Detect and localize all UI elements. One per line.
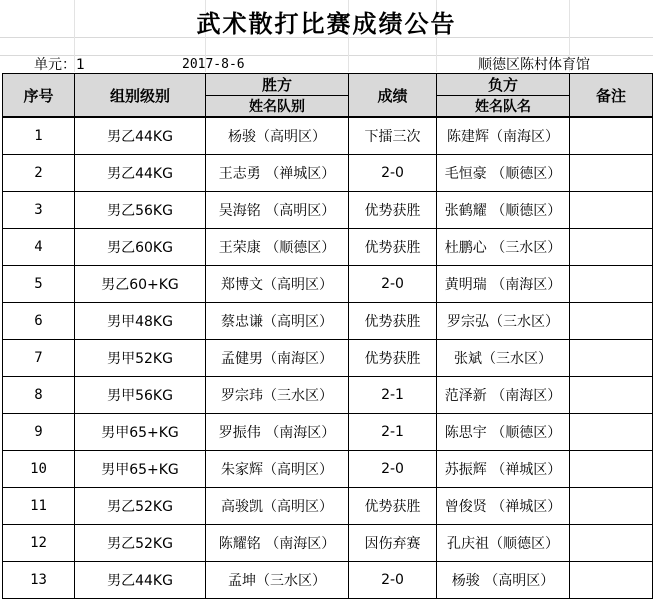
row-loser: 张斌（三水区） bbox=[437, 340, 570, 377]
header-winner: 胜方 bbox=[206, 74, 349, 96]
row-remark bbox=[570, 562, 653, 599]
row-group: 男乙52KG bbox=[75, 488, 206, 525]
header-group: 组别级别 bbox=[75, 74, 206, 118]
table-row bbox=[3, 377, 653, 414]
row-remark bbox=[570, 340, 653, 377]
row-seq: 11 bbox=[3, 488, 75, 525]
row-group: 男甲56KG bbox=[75, 377, 206, 414]
row-loser: 罗宗弘（三水区） bbox=[437, 303, 570, 340]
row-remark bbox=[570, 303, 653, 340]
row-winner: 孟坤（三水区） bbox=[206, 562, 349, 599]
row-winner: 王志勇 （禅城区） bbox=[206, 155, 349, 192]
row-result: 下擂三次 bbox=[349, 117, 437, 155]
row-loser: 杨骏 （高明区） bbox=[437, 562, 570, 599]
row-winner: 陈耀铭 （南海区） bbox=[206, 525, 349, 562]
header-winner-sub: 姓名队别 bbox=[206, 96, 349, 118]
row-remark bbox=[570, 155, 653, 192]
row-seq: 9 bbox=[3, 414, 75, 451]
row-seq: 13 bbox=[3, 562, 75, 599]
table-row bbox=[3, 340, 653, 377]
row-winner: 郑博文（高明区） bbox=[206, 266, 349, 303]
row-winner: 蔡忠谦（高明区） bbox=[206, 303, 349, 340]
header-result: 成绩 bbox=[349, 74, 437, 118]
row-loser: 苏振辉 （禅城区） bbox=[437, 451, 570, 488]
header-seq: 序号 bbox=[3, 74, 75, 118]
row-winner: 罗宗玮（三水区） bbox=[206, 377, 349, 414]
row-loser: 杜鹏心 （三水区） bbox=[437, 229, 570, 266]
header-loser-sub: 姓名队名 bbox=[437, 96, 570, 118]
row-group: 男乙44KG bbox=[75, 155, 206, 192]
table-row bbox=[3, 266, 653, 303]
row-result: 优势获胜 bbox=[349, 340, 437, 377]
row-seq: 5 bbox=[3, 266, 75, 303]
venue-label: 顺德区陈村体育馆 bbox=[478, 57, 590, 73]
row-loser: 曾俊贤 （禅城区） bbox=[437, 488, 570, 525]
header-loser: 负方 bbox=[437, 74, 570, 96]
row-winner: 杨骏（高明区） bbox=[206, 117, 349, 155]
row-remark bbox=[570, 488, 653, 525]
row-group: 男乙60+KG bbox=[75, 266, 206, 303]
row-winner: 罗振伟 （南海区） bbox=[206, 414, 349, 451]
row-seq: 12 bbox=[3, 525, 75, 562]
row-remark bbox=[570, 117, 653, 155]
row-seq: 3 bbox=[3, 192, 75, 229]
row-loser: 孔庆祖（顺德区） bbox=[437, 525, 570, 562]
table-row bbox=[3, 488, 653, 525]
unit-label: 单元：1 bbox=[34, 57, 85, 73]
row-group: 男乙56KG bbox=[75, 192, 206, 229]
date-label: 2017-8-6 bbox=[182, 57, 245, 72]
row-loser: 毛恒豪 （顺德区） bbox=[437, 155, 570, 192]
row-loser: 陈思宇 （顺德区） bbox=[437, 414, 570, 451]
table-row bbox=[3, 525, 653, 562]
row-loser: 黄明瑞 （南海区） bbox=[437, 266, 570, 303]
row-seq: 2 bbox=[3, 155, 75, 192]
row-result: 优势获胜 bbox=[349, 229, 437, 266]
table-row bbox=[3, 117, 653, 155]
row-winner: 王荣康 （顺德区） bbox=[206, 229, 349, 266]
row-group: 男乙44KG bbox=[75, 562, 206, 599]
table-row bbox=[3, 192, 653, 229]
row-group: 男甲48KG bbox=[75, 303, 206, 340]
row-result: 2-1 bbox=[349, 414, 437, 451]
row-group: 男乙44KG bbox=[75, 117, 206, 155]
results-table bbox=[2, 73, 653, 599]
row-winner: 孟健男（南海区） bbox=[206, 340, 349, 377]
table-row bbox=[3, 155, 653, 192]
row-remark bbox=[570, 525, 653, 562]
row-winner: 高骏凯（高明区） bbox=[206, 488, 349, 525]
page-title: 武术散打比赛成绩公告 bbox=[196, 10, 457, 38]
row-result: 2-1 bbox=[349, 377, 437, 414]
row-result: 2-0 bbox=[349, 562, 437, 599]
row-loser: 张鹤耀 （顺德区） bbox=[437, 192, 570, 229]
row-remark bbox=[570, 451, 653, 488]
table-row bbox=[3, 414, 653, 451]
row-remark bbox=[570, 229, 653, 266]
row-loser: 陈建辉（南海区） bbox=[437, 117, 570, 155]
table-row bbox=[3, 303, 653, 340]
header-remark: 备注 bbox=[570, 74, 653, 118]
row-remark bbox=[570, 266, 653, 303]
row-remark bbox=[570, 377, 653, 414]
row-group: 男乙60KG bbox=[75, 229, 206, 266]
row-result: 因伤弃赛 bbox=[349, 525, 437, 562]
row-seq: 8 bbox=[3, 377, 75, 414]
row-seq: 1 bbox=[3, 117, 75, 155]
table-row bbox=[3, 229, 653, 266]
row-result: 2-0 bbox=[349, 266, 437, 303]
row-seq: 4 bbox=[3, 229, 75, 266]
row-result: 优势获胜 bbox=[349, 488, 437, 525]
table-row bbox=[3, 562, 653, 599]
row-group: 男甲65+KG bbox=[75, 451, 206, 488]
row-seq: 6 bbox=[3, 303, 75, 340]
row-group: 男甲65+KG bbox=[75, 414, 206, 451]
row-remark bbox=[570, 414, 653, 451]
table-row bbox=[3, 451, 653, 488]
row-winner: 朱家辉（高明区） bbox=[206, 451, 349, 488]
row-seq: 7 bbox=[3, 340, 75, 377]
row-result: 优势获胜 bbox=[349, 192, 437, 229]
row-result: 2-0 bbox=[349, 451, 437, 488]
row-remark bbox=[570, 192, 653, 229]
row-winner: 吴海铭 （高明区） bbox=[206, 192, 349, 229]
row-loser: 范泽新 （南海区） bbox=[437, 377, 570, 414]
row-group: 男甲52KG bbox=[75, 340, 206, 377]
row-result: 2-0 bbox=[349, 155, 437, 192]
row-result: 优势获胜 bbox=[349, 303, 437, 340]
row-seq: 10 bbox=[3, 451, 75, 488]
row-group: 男乙52KG bbox=[75, 525, 206, 562]
